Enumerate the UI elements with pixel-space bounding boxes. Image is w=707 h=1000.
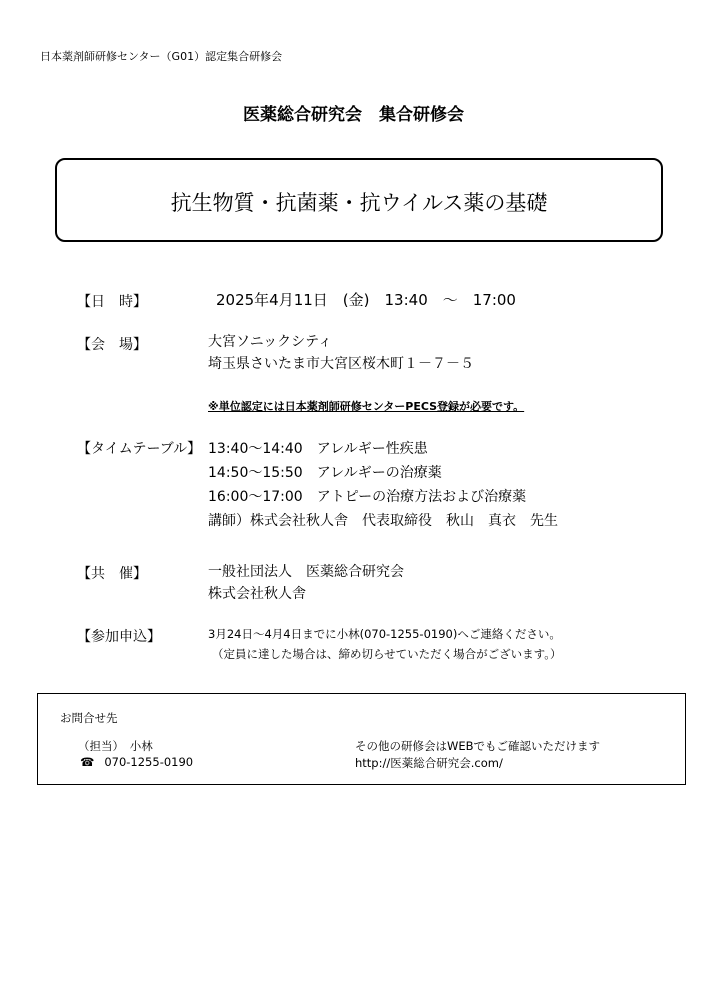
timetable-item: 14:50～15:50 アレルギーの治療薬 xyxy=(208,465,442,481)
phone-icon: ☎ xyxy=(80,755,95,769)
sponsor-item: 一般社団法人 医薬総合研究会 xyxy=(208,564,404,580)
timetable-item: 13:40～14:40 アレルギー性疾患 xyxy=(208,441,428,457)
venue-name: 大宮ソニックシティ xyxy=(208,334,333,350)
contact-phone: 070-1255-0190 xyxy=(104,755,194,769)
contact-phone-row xyxy=(80,755,193,769)
sponsor-label: 【共 催】 xyxy=(77,566,147,582)
pecs-notice: ※単位認定には日本薬剤師研修センターPECS登録が必要です。 xyxy=(208,400,525,413)
contact-box xyxy=(37,693,686,785)
lecturer-line: 講師）株式会社秋人舎 代表取締役 秋山 真衣 先生 xyxy=(208,513,558,529)
topic-title: 抗生物質・抗菌薬・抗ウイルス薬の基礎 xyxy=(170,191,548,215)
application-note: （定員に達した場合は、締め切らせていただく場合がございます。） xyxy=(212,647,562,661)
datetime-value: 2025年4月11日 (金) 13:40 ～ 17:00 xyxy=(216,291,516,309)
sponsor-item: 株式会社秋人舎 xyxy=(208,586,306,602)
topic-box xyxy=(55,158,663,242)
application-label: 【参加申込】 xyxy=(77,629,161,645)
header-note: 日本薬剤師研修センター（G01）認定集合研修会 xyxy=(40,50,283,63)
venue-label: 【会 場】 xyxy=(77,337,147,353)
timetable-item: 16:00～17:00 アトピーの治療方法および治療薬 xyxy=(208,489,527,505)
page-title: 医薬総合研究会 集合研修会 xyxy=(243,105,464,125)
datetime-label: 【日 時】 xyxy=(77,294,147,310)
contact-person: （担当） 小林 xyxy=(78,739,153,753)
web-note: その他の研修会はWEBでもご確認いただけます xyxy=(355,739,601,753)
website-url[interactable]: http://医薬総合研究会.com/ xyxy=(355,756,503,770)
application-text: 3月24日～4月4日までに小林(070-1255-0190)へご連絡ください。 xyxy=(208,627,561,641)
venue-address: 埼玉県さいたま市大宮区桜木町１－７－５ xyxy=(208,356,474,372)
contact-title: お問合せ先 xyxy=(60,711,118,725)
timetable-label: 【タイムテーブル】 xyxy=(77,441,202,457)
